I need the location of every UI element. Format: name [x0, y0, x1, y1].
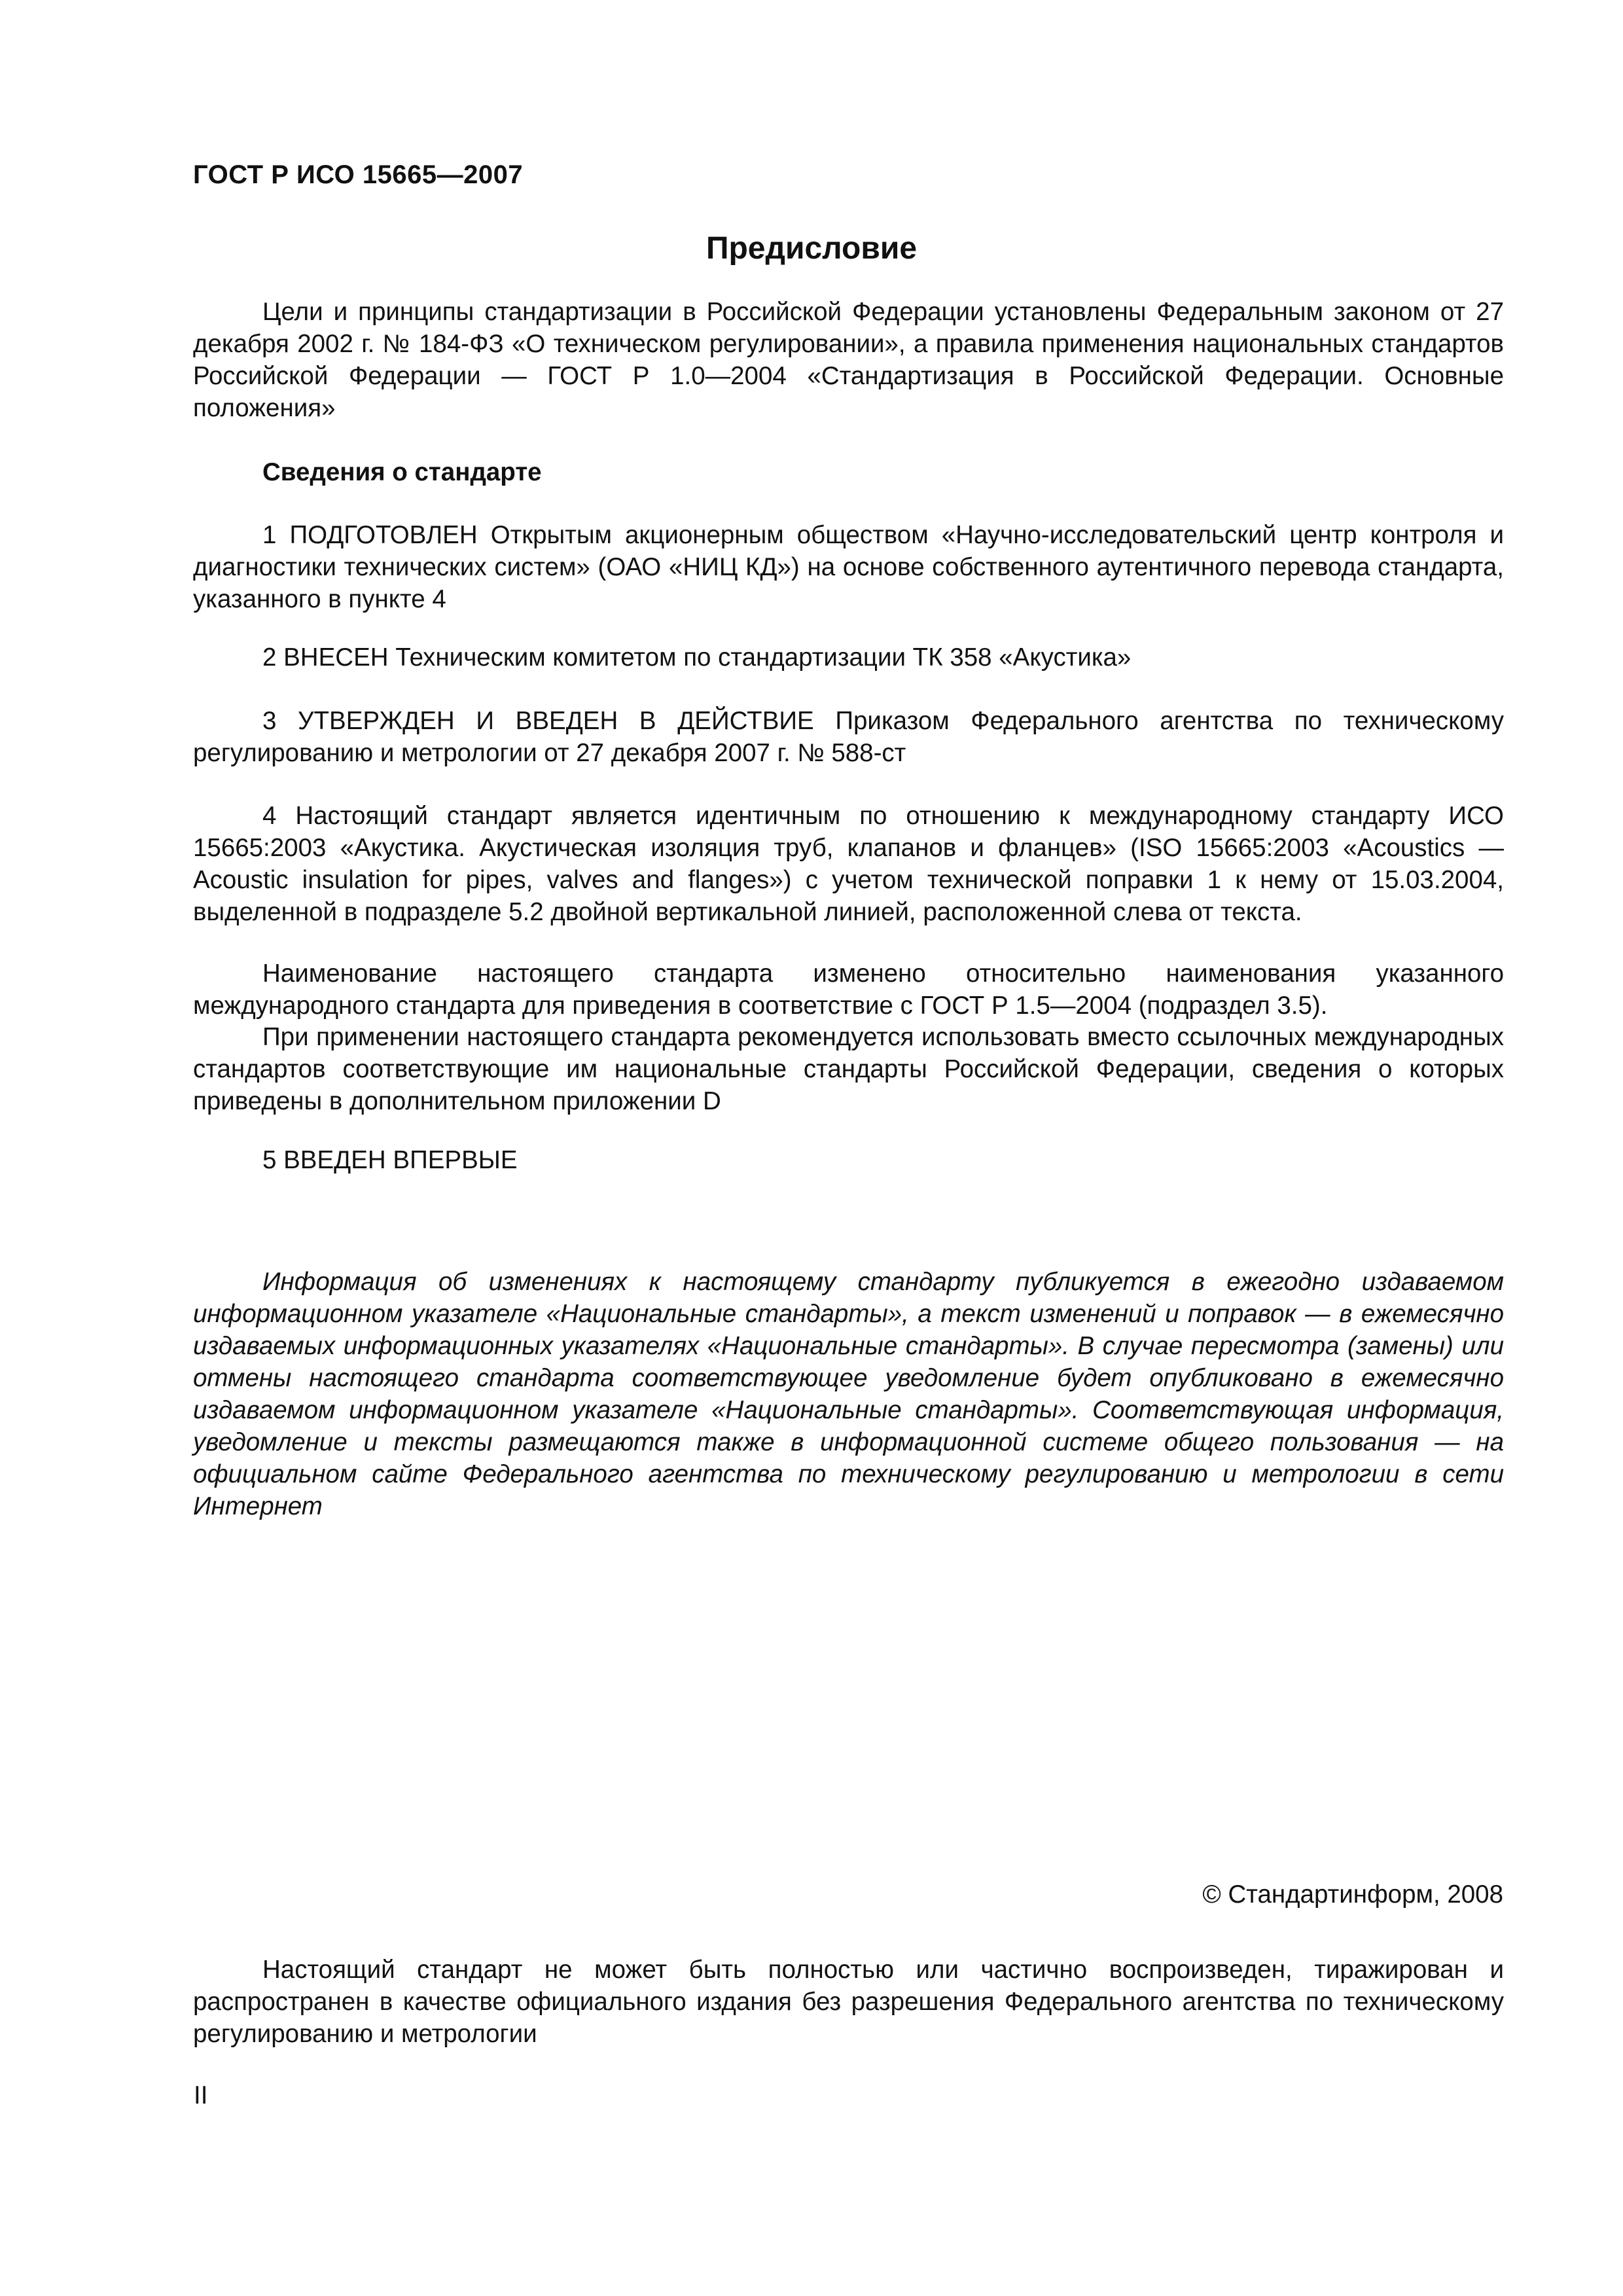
page-number: II: [194, 2081, 208, 2109]
item-name-changed: Наименование настоящего стандарта изменено относительно наименования указанного международного стандарта для приведения в соответствие с ГОСТ Р 1.5—2004 (подраздел 3.5).: [193, 960, 1504, 1020]
page-title: Предисловие: [705, 231, 918, 266]
intro-paragraph: Цели и принципы стандартизации в Российской Федерации установлены Федеральным законом от 27 декабря 2002 г. № 184-ФЗ «О техническом регулировании», а правила применения национальных стандартов Российской Федерации — ГОСТ Р 1.0—2004 «Стандартизация в Российской Федерации. Основные положения»: [193, 298, 1504, 422]
item-prepared: 1 ПОДГОТОВЛЕН Открытым акционерным обществом «Научно-исследовательский центр контроля и диагностики технических систем» (ОАО «НИЦ КД») на основе собственного аутентичного перевода стандарта, указанного в пункте 4: [193, 521, 1504, 613]
copyright: © Стандартинформ, 2008: [1202, 1880, 1503, 1909]
restriction-notice: Настоящий стандарт не может быть полностью или частично воспроизведен, тиражирован и распространен в качестве официального издания без разрешения Федерального агентства по техническому регулированию и метрологии: [193, 1956, 1504, 2048]
info-heading: Сведения о стандарте: [262, 458, 542, 486]
item-introduced: 2 ВНЕСЕН Техническим комитетом по стандартизации ТК 358 «Акустика»: [262, 643, 1132, 672]
item-first-introduced: 5 ВВЕДЕН ВПЕРВЫЕ: [262, 1146, 518, 1174]
document-id: ГОСТ Р ИСО 15665—2007: [193, 160, 524, 189]
item-references: При применении настоящего стандарта рекомендуется использовать вместо ссылочных международных стандартов соответствующие им национальные стандарты Российской Федерации, сведения о которых приведены в дополнительном приложении D: [193, 1023, 1504, 1115]
item-identical: 4 Настоящий стандарт является идентичным по отношению к международному стандарту ИСО 15665:2003 «Акустика. Акустическая изоляция труб, клапанов и фланцев» (ISO 15665:2003 «Acoustics — Acoustic insulation for pipes, valves and flanges») с учетом технической поправки 1 к нему от 15.03.2004, выделенной в подразделе 5.2 двойной вертикальной линией, расположенной слева от текста.: [193, 802, 1504, 926]
changes-notice: Информация об изменениях к настоящему стандарту публикуется в ежегодно издаваемом информационном указателе «Национальные стандарты», а текст изменений и поправок — в ежемесячно издаваемых информационных указателях «Национальные стандарты». В случае пересмотра (замены) или отмены настоящего стандарта соответствующее уведомление будет опубликовано в ежемесячно издаваемом информационном указателе «Национальные стандарты». Соответствующая информация, уведомление и тексты размещаются также в информационной системе общего пользования — на официальном сайте Федерального агентства по техническому регулированию и метрологии в сети Интернет: [193, 1268, 1504, 1520]
item-approved: 3 УТВЕРЖДЕН И ВВЕДЕН В ДЕЙСТВИЕ Приказом Федерального агентства по техническому регулированию и метрологии от 27 декабря 2007 г. № 588-ст: [193, 707, 1504, 767]
